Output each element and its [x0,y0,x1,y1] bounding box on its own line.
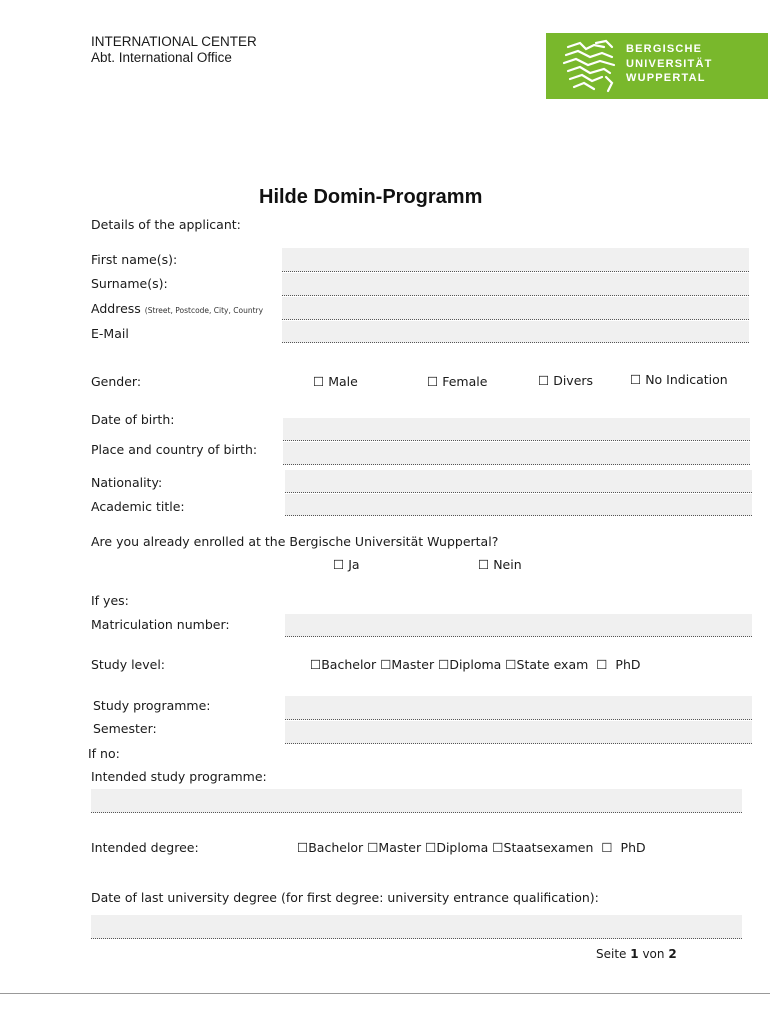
surname-label: Surname(s): [91,276,168,291]
checkbox-icon[interactable]: ☐ [505,657,517,672]
form-title: Hilde Domin-Programm [259,186,483,208]
pob-field[interactable] [283,442,750,465]
study-level-state-exam-label: State exam [516,657,589,672]
org-department: Abt. International Office [91,50,232,65]
page-number [596,947,677,961]
gender-divers-label: Divers [553,373,594,388]
study-level-diploma-label: Diploma [449,657,502,672]
enrolled-no-label: Nein [493,557,522,572]
matriculation-label: Matriculation number: [91,617,230,632]
address-label-text: Address [91,301,141,316]
gender-label: Gender: [91,374,142,389]
degree-phd-label: PhD [620,840,646,855]
intended-programme-field[interactable] [91,789,742,813]
address-label [91,301,263,316]
checkbox-icon[interactable]: ☐ [427,374,439,389]
intended-programme-label: Intended study programme: [91,769,267,784]
checkbox-icon[interactable]: ☐ [333,557,345,572]
nationality-label: Nationality: [91,475,163,490]
checkbox-icon[interactable]: ☐ [297,840,309,855]
study-level-phd[interactable] [592,657,640,672]
academic-title-field[interactable] [285,494,752,516]
checkbox-icon[interactable]: ☐ [538,373,550,388]
intended-degree-label: Intended degree: [91,840,199,855]
degree-master-label: Master [378,840,422,855]
study-level-diploma[interactable] [438,657,501,672]
degree-state-exam-label: Staatsexamen [503,840,594,855]
study-level-bachelor-label: Bachelor [321,657,377,672]
logo-wordmark [626,42,713,86]
university-logo [546,33,768,99]
page-divider [0,993,770,994]
dob-field[interactable] [283,418,750,441]
matriculation-field[interactable] [285,614,752,637]
page-total: 2 [668,947,677,961]
enrolled-no-option[interactable] [478,557,522,572]
gender-male-option[interactable] [313,374,358,389]
first-name-field[interactable] [282,248,749,272]
last-degree-label: Date of last university degree (for first degree: university entrance qualification): [91,890,599,905]
logo-line-1: BERGISCHE [626,43,703,55]
intended-degree-options [297,840,646,855]
study-level-options [310,657,641,672]
address-hint: (Street, Postcode, City, Country [144,306,264,315]
degree-diploma-label: Diploma [436,840,489,855]
gender-none-option[interactable] [630,372,728,387]
gender-male-label: Male [328,374,358,389]
if-no-label: If no: [88,746,120,761]
last-degree-field[interactable] [91,915,742,939]
checkbox-icon[interactable]: ☐ [380,657,392,672]
semester-field[interactable] [285,721,752,744]
study-level-state-exam[interactable] [505,657,588,672]
checkbox-icon[interactable]: ☐ [313,374,325,389]
checkbox-icon[interactable]: ☐ [367,840,379,855]
checkbox-icon[interactable]: ☐ [310,657,322,672]
page-mid: von [642,947,665,961]
checkbox-icon[interactable]: ☐ [601,840,613,855]
enrolled-yes-option[interactable] [333,557,360,572]
degree-state-exam[interactable] [492,840,593,855]
nationality-field[interactable] [285,470,752,493]
study-level-bachelor[interactable] [310,657,376,672]
address-field[interactable] [282,297,749,320]
degree-diploma[interactable] [425,840,488,855]
enrolled-yes-label: Ja [348,557,360,572]
gender-divers-option[interactable] [538,373,593,388]
first-name-label: First name(s): [91,252,178,267]
degree-bachelor[interactable] [297,840,363,855]
lion-crest-icon [560,37,620,95]
page-prefix: Seite [596,947,627,961]
surname-field[interactable] [282,273,749,296]
study-level-phd-label: PhD [615,657,641,672]
semester-label: Semester: [93,721,157,736]
logo-line-3: WUPPERTAL [626,72,706,84]
page-current: 1 [630,947,639,961]
degree-bachelor-label: Bachelor [308,840,364,855]
checkbox-icon[interactable]: ☐ [425,840,437,855]
enrolled-question: Are you already enrolled at the Bergische Universität Wuppertal? [91,534,499,549]
study-programme-label: Study programme: [93,698,211,713]
gender-female-option[interactable] [427,374,487,389]
pob-label: Place and country of birth: [91,442,258,457]
org-name: INTERNATIONAL CENTER [91,34,257,49]
study-level-master[interactable] [380,657,434,672]
email-field[interactable] [282,321,749,343]
dob-label: Date of birth: [91,412,175,427]
study-level-master-label: Master [391,657,435,672]
checkbox-icon[interactable]: ☐ [596,657,608,672]
checkbox-icon[interactable]: ☐ [630,372,642,387]
study-programme-field[interactable] [285,696,752,720]
academic-title-label: Academic title: [91,499,185,514]
degree-master[interactable] [367,840,421,855]
study-level-label: Study level: [91,657,165,672]
section-heading: Details of the applicant: [91,217,241,232]
gender-female-label: Female [442,374,488,389]
email-label: E-Mail [91,326,129,341]
gender-none-label: No Indication [645,372,728,387]
degree-phd[interactable] [597,840,645,855]
checkbox-icon[interactable]: ☐ [492,840,504,855]
checkbox-icon[interactable]: ☐ [478,557,490,572]
logo-line-2: UNIVERSITÄT [626,57,713,70]
checkbox-icon[interactable]: ☐ [438,657,450,672]
if-yes-label: If yes: [91,593,129,608]
